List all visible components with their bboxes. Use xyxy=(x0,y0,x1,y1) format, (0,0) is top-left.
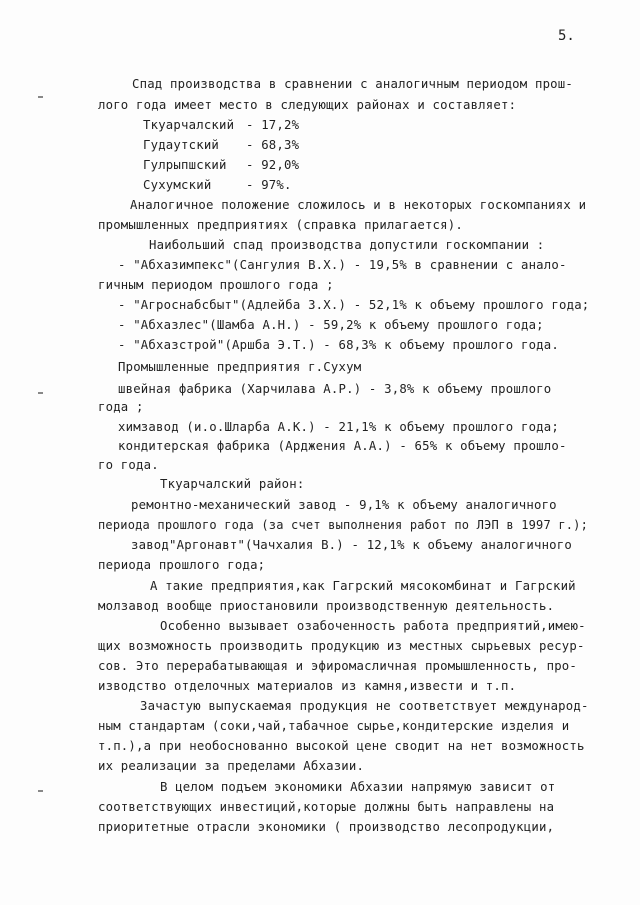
list-item-line: периода прошлого года (за счет выполнения работ по ЛЭП в 1997 г.); xyxy=(98,518,589,532)
paragraph-line: сов. Это перерабатывающая и эфиромасличная промышленность, про- xyxy=(98,659,578,673)
margin-mark xyxy=(38,392,43,394)
page-number: 5. xyxy=(558,28,575,44)
district-value: - 97%. xyxy=(246,178,292,192)
paragraph-line: т.п.),а при необоснованно высокой цене сводит на нет возможность xyxy=(98,739,585,753)
list-item-line: - "Агроснабсбыт"(Адлейба З.Х.) - 52,1% к объему прошлого года; xyxy=(118,298,590,312)
section-intro: Наибольший спад производства допустили госкомпании : xyxy=(149,238,545,252)
list-item-line: гичным периодом прошлого года ; xyxy=(98,278,334,292)
paragraph-line: Спад производства в сравнении с аналогичным периодом прош- xyxy=(132,77,573,91)
list-item-line: - "Абхазимпекс"(Сангулия В.Х.) - 19,5% в сравнении с анало- xyxy=(118,258,567,272)
paragraph-line: В целом подъем экономики Абхазии напрямую зависит от xyxy=(160,780,556,794)
paragraph-line: промышленных предприятиях (справка прилагается). xyxy=(98,218,463,232)
list-item-line: завод"Аргонавт"(Чачхалия В.) - 12,1% к объему аналогичного xyxy=(131,538,572,552)
district-value: - 17,2% xyxy=(246,118,300,132)
district-name: Сухумский xyxy=(143,178,212,192)
paragraph-line: Зачастую выпускаемая продукция не соответствует международ- xyxy=(140,699,589,713)
paragraph-line: Особенно вызывает озабоченность работа предприятий,имею- xyxy=(160,619,586,633)
margin-mark xyxy=(38,790,43,792)
paragraph-line: их реализации за пределами Абхазии. xyxy=(98,759,365,773)
section-heading: Промышленные предприятия г.Сухум xyxy=(118,360,362,374)
list-item-line: - "Абхазстрой"(Аршба Э.Т.) - 68,3% к объему прошлого года. xyxy=(118,338,559,352)
margin-mark xyxy=(38,96,43,98)
list-item-line: ремонтно-механический завод - 9,1% к объему аналогичного xyxy=(131,498,557,512)
list-item-line: - "Абхазлес"(Шамба А.Н.) - 59,2% к объему прошлого года; xyxy=(118,318,544,332)
district-name: Гудаутский xyxy=(143,138,220,152)
list-item-line: кондитерская фабрика (Арджения А.А.) - 65% к объему прошло- xyxy=(118,439,567,453)
paragraph-line: щих возможность производить продукцию из местных сырьевых ресур- xyxy=(98,639,585,653)
district-name: Ткуарчалский xyxy=(143,118,235,132)
paragraph-line: Аналогичное положение сложилось и в некоторых госкомпаниях и xyxy=(130,198,587,212)
district-value: - 68,3% xyxy=(246,138,300,152)
list-item-line: химзавод (и.о.Шларба А.К.) - 21,1% к объему прошлого года; xyxy=(118,420,559,434)
paragraph-line: ным стандартам (соки,чай,табачное сырье,кондитерские изделия и xyxy=(98,719,570,733)
paragraph-line: А такие предприятия,как Гагрский мясокомбинат и Гагрский xyxy=(150,579,576,593)
paragraph-line: соответствующих инвестиций,которые должны быть направлены на xyxy=(98,800,555,814)
district-name: Гулрыпшский xyxy=(143,158,227,172)
paragraph-line: лого года имеет место в следующих районах и составляет: xyxy=(98,98,517,112)
paragraph-line: молзавод вообще приостановили производственную деятельность. xyxy=(98,599,555,613)
district-value: - 92,0% xyxy=(246,158,300,172)
list-item-line: го года. xyxy=(98,458,159,472)
list-item-line: периода прошлого года; xyxy=(98,558,266,572)
section-heading: Ткуарчалский район: xyxy=(160,477,305,491)
list-item-line: швейная фабрика (Харчилава А.Р.) - 3,8% к объему прошлого xyxy=(118,382,552,396)
paragraph-line: приоритетные отрасли экономики ( производство лесопродукции, xyxy=(98,820,555,834)
paragraph-line: изводство отделочных материалов из камня,извести и т.п. xyxy=(98,679,517,693)
list-item-line: года ; xyxy=(98,400,144,414)
